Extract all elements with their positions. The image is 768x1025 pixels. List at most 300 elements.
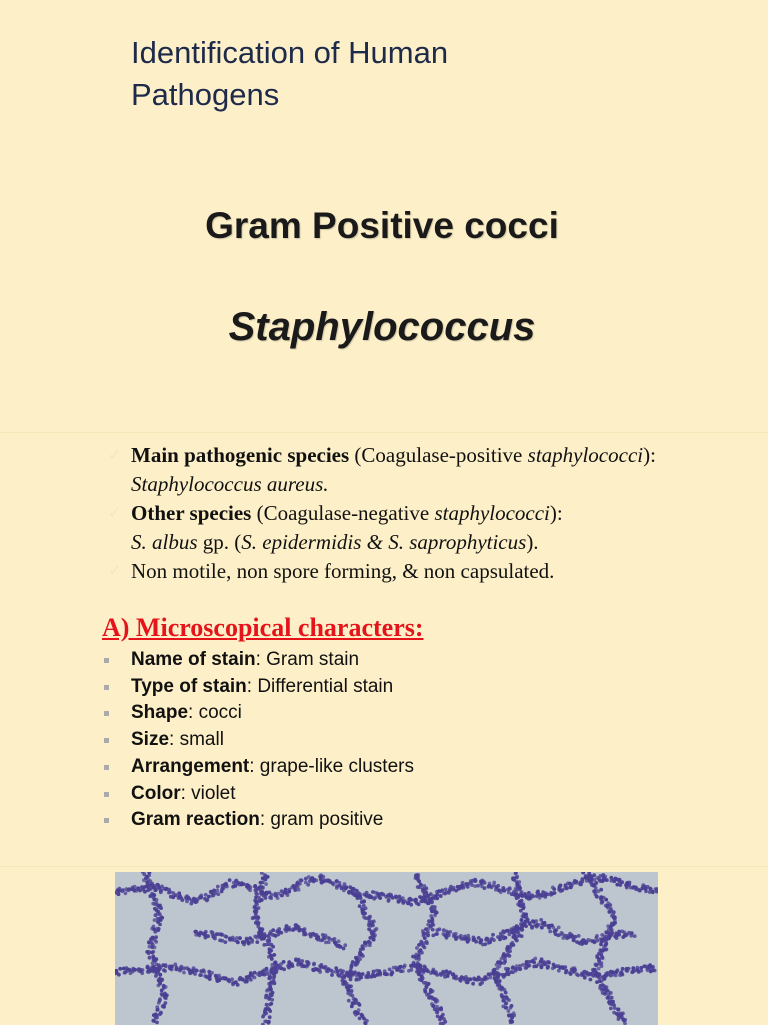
section-title: A) Microscopical characters: [102,613,424,643]
coccus [318,970,322,974]
coccus [652,968,656,972]
coccus [366,971,370,975]
coccus [415,946,419,950]
coccus [383,969,387,973]
coccus [530,893,534,897]
property-label: Arrangement [131,756,249,777]
coccus [547,961,551,965]
coccus [263,932,267,936]
property-value: : grape-like clusters [249,756,414,777]
coccus [357,1008,361,1012]
coccus [356,1011,360,1015]
coccus [625,884,629,888]
coccus [518,964,522,968]
property-value: : violet [181,783,236,804]
coccus [155,1016,159,1020]
coccus [147,873,151,877]
coccus [235,936,239,940]
coccus [451,972,455,976]
coccus [603,948,607,952]
coccus [180,898,184,902]
coccus [270,998,274,1002]
coccus [430,997,434,1001]
coccus [273,981,277,985]
coccus [514,937,518,941]
coccus [651,965,655,969]
coccus [312,963,316,967]
coccus [163,994,167,998]
coccus [608,932,612,936]
bullet-text: (Coagulase-positive [349,443,527,467]
coccus [155,1005,159,1009]
coccus [417,943,421,947]
coccus [561,936,565,940]
coccus [604,878,608,882]
coccus [307,962,311,966]
coccus [117,889,121,893]
coccus [362,915,366,919]
coccus [265,967,269,971]
coccus [522,923,526,927]
coccus [553,891,557,895]
coccus [157,905,161,909]
square-bullet-icon [104,685,109,690]
coccus [504,1006,508,1010]
coccus [503,973,507,977]
list-item [108,499,748,557]
coccus [595,895,599,899]
coccus [416,877,420,881]
coccus [599,953,603,957]
coccus [153,902,157,906]
coccus [627,967,631,971]
coccus [438,890,442,894]
coccus [341,885,345,889]
square-bullet-icon [104,765,109,770]
coccus [117,892,121,896]
coccus [501,999,505,1003]
coccus [421,944,425,948]
property-item [104,781,704,808]
species-list [108,441,748,586]
coccus [520,899,524,903]
coccus [322,936,326,940]
coccus [485,937,489,941]
bullet-italic: staphylococci [434,501,549,525]
coccus [267,1008,271,1012]
coccus [539,918,543,922]
coccus [421,929,425,933]
coccus [584,874,588,878]
coccus [600,901,604,905]
coccus [595,980,599,984]
coccus [516,895,520,899]
coccus [515,925,519,929]
coccus [558,884,562,888]
coccus [552,887,556,891]
coccus [154,974,158,978]
coccus [507,1013,511,1017]
coccus [520,918,524,922]
coccus [182,971,186,975]
coccus [614,974,618,978]
coccus [490,885,494,889]
coccus [501,986,505,990]
coccus [603,875,607,879]
coccus [345,982,349,986]
coccus [401,896,405,900]
coccus [320,965,324,969]
coccus [488,882,492,886]
coccus [138,889,142,893]
coccus [625,933,629,937]
coccus [604,991,608,995]
coccus [595,955,599,959]
coccus [534,919,538,923]
coccus [264,882,268,886]
coccus [368,936,372,940]
coccus [465,980,469,984]
deck-title-line1: Identification of Human [131,35,448,70]
coccus [371,890,375,894]
coccus [329,969,333,973]
coccus [178,895,182,899]
coccus [225,935,229,939]
coccus [339,945,343,949]
coccus [491,933,495,937]
coccus [508,933,512,937]
coccus [155,908,159,912]
coccus [612,922,616,926]
micrograph-slide [0,866,768,1025]
coccus [267,1020,271,1024]
property-value: : Gram stain [256,649,359,670]
bullet-bold: Main pathogenic species [131,443,349,467]
coccus [432,894,436,898]
coccus [654,887,658,891]
coccus [151,886,155,890]
coccus [497,974,501,978]
coccus [269,971,273,975]
coccus [300,959,304,963]
coccus [454,935,458,939]
coccus [257,886,261,890]
coccus [423,898,427,902]
coccus [461,881,465,885]
coccus [574,880,578,884]
coccus [264,896,268,900]
staphylococcus-heading: Staphylococcus [0,305,766,350]
coccus [612,1003,616,1007]
coccus [613,916,617,920]
gram-stain-micrograph [115,872,658,1025]
coccus [118,967,122,971]
coccus [159,890,163,894]
coccus [565,936,569,940]
coccus [156,928,160,932]
coccus [411,955,415,959]
coccus [609,876,613,880]
coccus [264,996,268,1000]
coccus [518,888,522,892]
coccus [230,938,234,942]
coccus [266,934,270,938]
coccus [352,997,356,1001]
property-item [104,674,704,701]
coccus [265,989,269,993]
coccus [141,968,145,972]
coccus [433,971,437,975]
coccus [414,898,418,902]
coccus [504,936,508,940]
coccus [202,970,206,974]
coccus [615,936,619,940]
square-bullet-icon [104,658,109,663]
coccus [594,963,598,967]
coccus [580,880,584,884]
coccus [287,960,291,964]
bullet-text: (Coagulase-negative [251,501,434,525]
coccus [528,921,532,925]
coccus [245,883,249,887]
coccus [448,930,452,934]
coccus [213,934,217,938]
coccus [252,916,256,920]
coccus [467,938,471,942]
coccus [543,923,547,927]
coccus [361,908,365,912]
coccus [583,976,587,980]
coccus [124,891,128,895]
coccus [519,904,523,908]
coccus [286,893,290,897]
coccus [427,982,431,986]
coccus [343,943,347,947]
bullet-text: gp. ( [198,530,242,554]
coccus [387,899,391,903]
coccus [361,944,365,948]
coccus [362,893,366,897]
coccus [604,898,608,902]
coccus [572,968,576,972]
coccus [515,884,519,888]
coccus [378,896,382,900]
coccus [530,925,534,929]
coccus [150,945,154,949]
coccus [622,1019,626,1023]
square-bullet-icon [104,738,109,743]
property-value: : cocci [188,702,242,723]
coccus [299,878,303,882]
coccus [282,960,286,964]
coccus [267,942,271,946]
coccus [151,954,155,958]
coccus [557,964,561,968]
property-label: Type of stain [131,676,247,697]
coccus [504,991,508,995]
coccus [287,890,291,894]
coccus [199,894,203,898]
coccus [415,902,419,906]
coccus [368,943,372,947]
coccus [423,966,427,970]
coccus [490,937,494,941]
coccus [227,978,231,982]
bullet-text: Non motile, non spore forming, & non capsulated. [131,559,554,583]
coccus [512,1014,516,1018]
coccus [388,968,392,972]
characters-slide [0,432,768,867]
coccus [604,939,608,943]
coccus [351,973,355,977]
coccus [471,982,475,986]
property-value: : Differential stain [247,676,393,697]
coccus [618,883,622,887]
title-slide [0,0,768,432]
coccus [319,877,323,881]
square-bullet-icon [104,818,109,823]
coccus [425,887,429,891]
coccus [357,1002,361,1006]
coccus [511,965,515,969]
coccus [157,885,161,889]
coccus [160,978,164,982]
coccus [607,993,611,997]
coccus [621,1012,625,1016]
coccus [601,879,605,883]
square-bullet-icon [104,792,109,797]
coccus [216,892,220,896]
coccus [419,964,423,968]
coccus [163,887,167,891]
coccus [634,886,638,890]
coccus [269,896,273,900]
coccus [585,971,589,975]
coccus [250,938,254,942]
coccus [439,1008,443,1012]
coccus [341,969,345,973]
coccus [403,964,407,968]
coccus [600,950,604,954]
coccus [518,967,522,971]
coccus [454,977,458,981]
coccus [515,880,519,884]
coccus [564,971,568,975]
coccus [480,880,484,884]
deck-title [131,32,651,116]
coccus [417,972,421,976]
coccus [117,973,121,977]
property-label: Size [131,729,169,750]
coccus [259,933,263,937]
coccus [133,885,137,889]
coccus [215,975,219,979]
property-value: : gram positive [260,809,384,830]
coccus [499,961,503,965]
coccus [150,969,154,973]
bullet-text: ): [550,501,563,525]
coccus [422,890,426,894]
coccus [577,934,581,938]
coccus [520,894,524,898]
coccus [262,943,266,947]
coccus [581,972,585,976]
coccus [269,1002,273,1006]
coccus [389,972,393,976]
coccus [597,962,601,966]
coccus [342,889,346,893]
coccus [268,1015,272,1019]
coccus [607,973,611,977]
coccus [215,889,219,893]
coccus [375,927,379,931]
coccus [530,960,534,964]
coccus [601,956,605,960]
coccus [147,951,151,955]
coccus [238,977,242,981]
coccus [504,954,508,958]
coccus [401,969,405,973]
coccus [287,927,291,931]
coccus [153,939,157,943]
coccus [633,934,637,938]
coccus [617,1007,621,1011]
coccus [335,886,339,890]
coccus [495,963,499,967]
coccus [594,881,598,885]
coccus [147,940,151,944]
coccus [648,890,652,894]
coccus [158,973,162,977]
coccus [569,972,573,976]
coccus [255,919,259,923]
coccus [575,972,579,976]
coccus [445,930,449,934]
coccus [162,1005,166,1009]
coccus [150,937,154,941]
coccus [156,917,160,921]
square-bullet-icon [104,711,109,716]
coccus [427,894,431,898]
coccus [483,978,487,982]
property-item [104,700,704,727]
coccus [472,936,476,940]
coccus [546,893,550,897]
coccus [537,923,541,927]
coccus [477,976,481,980]
coccus [265,1003,269,1007]
coccus [556,933,560,937]
coccus [467,978,471,982]
coccus [553,965,557,969]
coccus [244,979,248,983]
coccus [442,1017,446,1021]
coccus [420,975,424,979]
coccus [272,974,276,978]
coccus [593,889,597,893]
coccus [385,972,389,976]
coccus [368,915,372,919]
coccus [392,966,396,970]
coccus [488,940,492,944]
property-item [104,807,704,834]
bullet-italic: S. epidermidis & S. saprophyticus [241,530,526,554]
coccus [290,963,294,967]
coccus [326,936,330,940]
coccus [359,948,363,952]
coccus [255,940,259,944]
coccus [331,938,335,942]
